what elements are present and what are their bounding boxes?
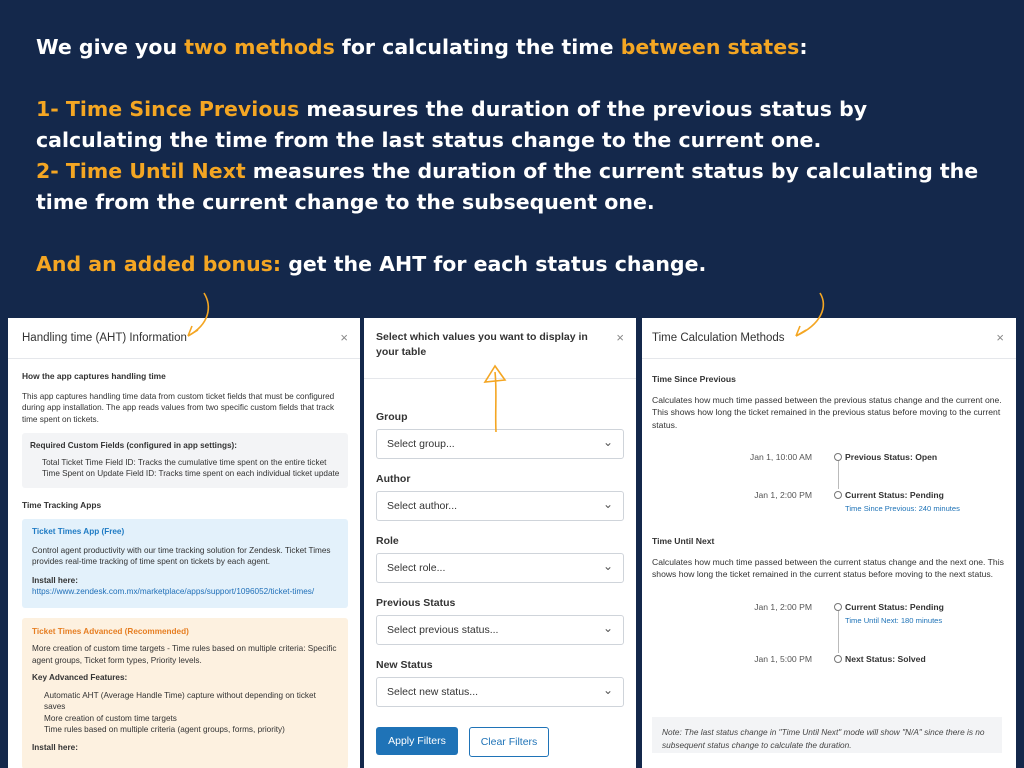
timeline-dot <box>834 491 842 499</box>
section-text: Calculates how much time passed between the previous status change and the current one. This shows how long the ticket remained in the previous status before moving to the current status. <box>652 394 1002 430</box>
timeline-until-next <box>652 581 1006 671</box>
select-placeholder: Select new status... <box>387 686 479 698</box>
duration-label: Time Until Next: 180 minutes <box>845 615 943 625</box>
section-heading: How the app captures handling time <box>22 371 166 381</box>
close-icon[interactable]: × <box>340 330 348 345</box>
hero-intro <box>36 32 996 63</box>
chevron-down-icon: ⌄ <box>602 435 613 449</box>
bonus-desc: get the AHT for each status change. <box>281 252 707 276</box>
hero-text-part: for calculating the time <box>334 35 621 59</box>
role-select[interactable] <box>376 553 624 583</box>
note-box: Note: The last status change in "Time Until Next" mode will show "N/A" since there is no subsequent status change to calculate the duration. <box>652 717 1002 753</box>
method-2 <box>36 156 996 218</box>
box-heading: Required Custom Fields (configured in app settings): <box>30 441 237 450</box>
hero-highlight: between states <box>620 35 800 59</box>
section-heading: Time Until Next <box>652 536 715 546</box>
previous-status-select[interactable] <box>376 615 624 645</box>
panel-title: Handling time (AHT) Information <box>22 332 187 344</box>
timeline-date: Jan 1, 5:00 PM <box>754 653 812 664</box>
timeline-line <box>838 611 839 653</box>
chevron-down-icon: ⌄ <box>602 683 613 697</box>
timeline-status: Next Status: Solved <box>845 653 926 664</box>
method-2-desc: measures the duration of the current status by calculating the time from the current change to the subsequent one. <box>36 159 979 214</box>
panel-title: Select which values you want to display in your table <box>376 331 588 358</box>
install-label: Install here: <box>32 575 78 585</box>
role-label: Role <box>376 535 399 547</box>
timeline-date: Jan 1, 10:00 AM <box>749 452 812 462</box>
select-placeholder: Select previous status... <box>387 624 499 636</box>
card-title: Ticket Times App (Free) <box>32 527 125 536</box>
author-select[interactable] <box>376 491 624 521</box>
method-1-name: 1- Time Since Previous <box>36 97 300 121</box>
time-methods-panel <box>642 318 1016 768</box>
select-placeholder: Select group... <box>387 438 455 450</box>
clear-filters-button[interactable]: Clear Filters <box>469 727 549 757</box>
timeline-dot <box>834 603 842 611</box>
card-text: Control agent productivity with our time tracking solution for Zendesk. Ticket Times provides real-time tracking of time spent on tickets by each agent. <box>32 545 331 566</box>
select-placeholder: Select role... <box>387 562 446 574</box>
section-text: Calculates how much time passed between the current status change and the next one. This shows how long the ticket remained in the current status before moving to the next status. <box>652 556 1004 579</box>
aht-info-panel <box>8 318 360 768</box>
list-item: Time Spent on Update Field ID: Tracks time spent on each individual ticket update <box>42 469 340 478</box>
card-title: Ticket Times Advanced (Recommended) <box>32 626 189 636</box>
features-heading: Key Advanced Features: <box>32 673 128 682</box>
timeline-dot <box>834 655 842 663</box>
method-2-name: 2- Time Until Next <box>36 159 246 183</box>
timeline-since-previous <box>652 431 1006 527</box>
hero-text-part: We give you <box>36 35 185 59</box>
timeline-status: Previous Status: Open <box>845 452 938 462</box>
required-fields-box <box>22 433 348 488</box>
timeline-line <box>838 461 839 489</box>
section-text: This app captures handling time data from custom ticket fields that must be configured during app installation. The app reads values from two specific custom fields that track time spent on tickets. <box>22 391 335 424</box>
list-item: Time rules based on multiple criteria (agent groups, forms, priority) <box>44 725 285 734</box>
hand-drawn-arrow-icon <box>786 290 830 344</box>
hero-text <box>36 32 996 280</box>
group-label: Group <box>376 411 408 423</box>
chevron-down-icon: ⌄ <box>602 621 613 635</box>
close-icon[interactable]: × <box>996 330 1004 345</box>
new-status-select[interactable] <box>376 677 624 707</box>
timeline-status: Current Status: Pending <box>845 490 944 500</box>
panel-title: Time Calculation Methods <box>652 332 785 344</box>
timeline-status: Current Status: Pending <box>845 601 944 612</box>
bonus-label: And an added bonus: <box>36 252 282 276</box>
bonus <box>36 249 996 280</box>
list-item: Automatic AHT (Average Handle Time) capture without depending on ticket saves <box>44 690 316 711</box>
method-1 <box>36 94 996 156</box>
list-item: Total Ticket Time Field ID: Tracks the cumulative time spent on the entire ticket <box>42 457 327 467</box>
list-item: More creation of custom time targets <box>44 713 177 723</box>
method-1-desc: measures the duration of the previous status by calculating the time from the last status change to the current one. <box>36 97 868 152</box>
hero-highlight: two methods <box>184 35 335 59</box>
previous-status-label: Previous Status <box>376 597 456 609</box>
author-label: Author <box>376 473 411 485</box>
new-status-label: New Status <box>376 659 433 671</box>
section-heading: Time Since Previous <box>652 374 736 384</box>
timeline-dot <box>834 453 842 461</box>
free-app-card <box>22 519 348 608</box>
chevron-down-icon: ⌄ <box>602 497 613 511</box>
install-link[interactable]: https://www.zendesk.com.mx/marketplace/apps/support/1096052/ticket-times/ <box>32 587 315 596</box>
hero-text-part: : <box>799 35 808 59</box>
hand-drawn-arrow-icon <box>480 360 510 436</box>
install-label: Install here: <box>32 742 78 752</box>
timeline-date: Jan 1, 2:00 PM <box>754 490 812 500</box>
hand-drawn-arrow-icon <box>180 290 220 344</box>
select-placeholder: Select author... <box>387 500 458 512</box>
apply-filters-button[interactable]: Apply Filters <box>376 727 458 755</box>
section-heading: Time Tracking Apps <box>22 499 102 510</box>
advanced-app-card <box>22 618 348 768</box>
card-text: More creation of custom time targets - Time rules based on multiple criteria: Specific agent groups, Ticket form types, Priority levels. <box>32 644 337 665</box>
duration-label: Time Since Previous: 240 minutes <box>845 504 960 513</box>
timeline-date: Jan 1, 2:00 PM <box>754 601 812 612</box>
chevron-down-icon: ⌄ <box>602 559 613 573</box>
close-icon[interactable]: × <box>616 330 624 345</box>
